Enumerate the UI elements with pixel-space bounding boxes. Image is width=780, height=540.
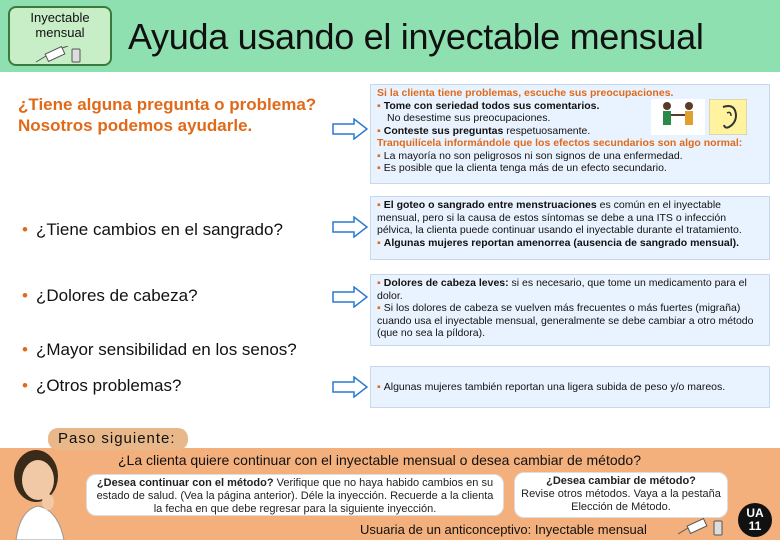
headache-box: ▪ Dolores de cabeza leves: si es necesario, que tome un medicamento para el dolor. ▪ Si los dolores de cabeza se vuelven más frecuentes o más fuertes (migraña) cuando usa el inyectable mensual, generalmente se debe cambiar a otro método (que no sea la píldora). [370,274,770,346]
arrow-right-icon [332,216,368,238]
intro-line1: Si la clienta tiene problemas, escuche sus preocupaciones. [377,87,674,99]
tab-label-line1: Inyectable [30,10,90,25]
headache-rest: si es necesario, que tome un medicamento para el dolor. [377,277,747,302]
continue-bold: ¿Desea continuar con el método? [96,477,274,489]
page-title: Ayuda usando el inyectable mensual [128,16,704,57]
intro-line2: Tome con seriedad todos sus comentarios. [383,99,600,112]
bleeding-box: ▪ El goteo o sangrado entre menstruaciones es común en el inyectable mensual, pero si la causa de estos síntomas se debe a una ITS o infección pélvica, la clienta puede continuar usando el inyectable durante el tratamiento. ▪ Algunas mujeres reportan amenorrea (ausencia de sangrado mensual). [370,196,770,260]
method-tab[interactable] [8,6,112,66]
footer-text: Usuaria de un anticonceptivo: Inyectable mensual [360,522,647,537]
change-text: Revise otros métodos. Vaya a la pestaña Elección de Método. [521,488,721,513]
other-text: Algunas mujeres también reportan una ligera subida de peso y/o mareos. [383,381,726,393]
tab-label-line2: mensual [35,25,85,40]
arrow-right-icon [332,376,368,398]
page-badge: UA 11 [738,503,772,537]
intro-line7: Es posible que la clienta tenga más de un efecto secundario. [383,162,667,174]
next-step-question: ¿La clienta quiere continuar con el inyectable mensual o desea cambiar de método? [118,452,641,468]
intro-line5: Tranquilícela informándole que los efectos secundarios son algo normal: [377,137,743,149]
intro-question: ¿Tiene alguna pregunta o problema? Nosotros podemos ayudarle. [18,95,317,135]
bleeding-line2: Algunas mujeres reportan amenorrea (ausencia de sangrado mensual). [383,236,740,249]
continue-text: Verifique que no haya habido cambios en su estado de salud. (Vea la página anterior). Déle la inyección. Recuerde a la clienta la fecha en que debe regresar para la siguiente inyección. [96,477,494,515]
other-box: ▪ Algunas mujeres también reportan una ligera subida de peso y/o mareos. [370,366,770,408]
arrow-right-icon [332,286,368,308]
headache-bold: Dolores de cabeza leves: [383,277,509,289]
arrow-right-icon [332,118,368,140]
intro-box: Si la clienta tiene problemas, escuche sus preocupaciones. ▪ Tome con seriedad todos sus comentarios. No desestime sus preocupaciones. ▪ Conteste sus preguntas respetuosamente. Tranquilícela informándole que los efectos secundarios son algo normal: ▪ La mayoría no son peligrosos ni son signos de una enfermedad. ▪ Es posible que la clienta tenga más de un efecto secundario. [370,84,770,184]
change-bold: ¿Desea cambiar de método? [546,475,696,487]
headache-line2: Si los dolores de cabeza se vuelven más frecuentes o más fuertes (migraña) cuando usa el inyectable mensual, generalmente se debe cambiar a otro método (que no sea la píldora). [377,302,754,339]
question-headache: • ¿Dolores de cabeza? [22,286,198,305]
bleeding-bold: El goteo o sangrado entre menstruaciones [383,199,597,211]
continue-card[interactable] [86,474,504,516]
question-breast: • ¿Mayor sensibilidad en los senos? [22,340,297,359]
woman-thinking-icon [6,440,76,540]
next-step-label: Paso siguiente: [48,428,188,450]
question-bleeding: • ¿Tiene cambios en el sangrado? [22,220,283,239]
intro-line4-rest: respetuosamente. [503,124,591,137]
question-other: • ¿Otros problemas? [22,376,182,395]
counseling-icon [651,99,705,135]
intro-line3: No desestime sus preocupaciones. [387,112,551,124]
change-card[interactable] [514,472,728,518]
ear-icon [709,99,747,135]
bleeding-rest: es común en el inyectable mensual, pero si la causa de estos síntomas se debe a una ITS o infección pélvica, la clienta puede continuar usando el inyectable durante el tratamiento. [377,199,742,236]
intro-line6: La mayoría no son peligrosos ni son signos de una enfermedad. [383,149,683,162]
syringe-icon [34,46,90,66]
syringe-icon [676,516,732,538]
intro-line4-bold: Conteste sus preguntas [383,124,504,137]
